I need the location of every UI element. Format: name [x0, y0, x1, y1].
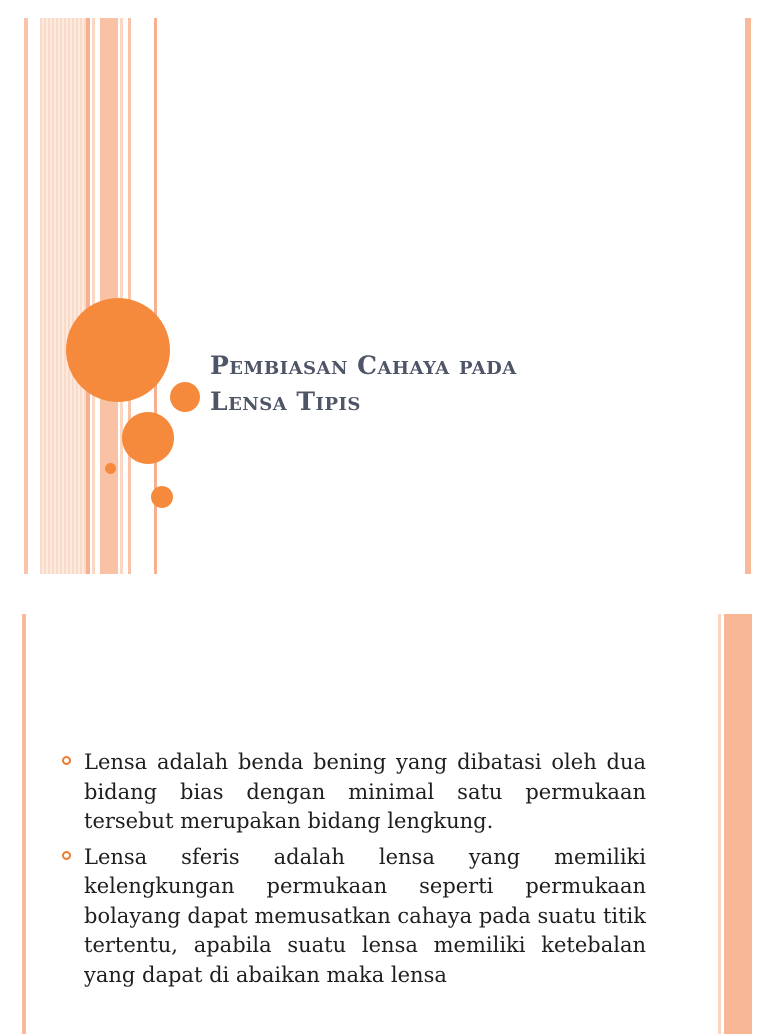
decorative-stripe — [86, 18, 90, 574]
decorative-circle-small — [151, 486, 173, 508]
decorative-circle-large — [66, 298, 170, 402]
decorative-stripe — [40, 18, 86, 574]
circle-bullet-icon — [62, 756, 71, 765]
decorative-stripe — [100, 18, 118, 574]
list-item — [60, 843, 646, 991]
decorative-stripe — [92, 18, 95, 574]
title-line-1: Pembiasan Cahaya pada — [210, 351, 517, 380]
decorative-stripe — [724, 614, 752, 1034]
title-line-2: Lensa Tipis — [210, 387, 361, 416]
decorative-circle-small — [170, 382, 200, 412]
slide-title — [210, 348, 670, 420]
decorative-stripe — [718, 614, 721, 1034]
circle-bullet-icon — [62, 851, 71, 860]
bullet-list — [60, 748, 646, 996]
decorative-stripe — [745, 18, 751, 574]
bullet-text: Lensa adalah benda bening yang dibatasi oleh dua bidang bias dengan minimal satu permukaan tersebut merupakan bidang lengkung. — [84, 750, 646, 833]
decorative-stripe — [22, 614, 26, 1034]
content-slide — [0, 614, 768, 1034]
decorative-circle-tiny — [105, 463, 116, 474]
decorative-stripe — [128, 18, 131, 574]
bullet-text: Lensa sferis adalah lensa yang memiliki kelengkungan permukaan seperti permukaan bolayang dapat memusatkan cahaya pada suatu titik tertentu, apabila suatu lensa memiliki ketebalan yang dapat di abaikan maka lensa — [84, 844, 646, 987]
decorative-circle-medium — [122, 412, 174, 464]
list-item — [60, 748, 646, 837]
decorative-stripe — [120, 18, 123, 574]
decorative-stripe — [24, 18, 28, 574]
title-slide — [0, 18, 768, 574]
